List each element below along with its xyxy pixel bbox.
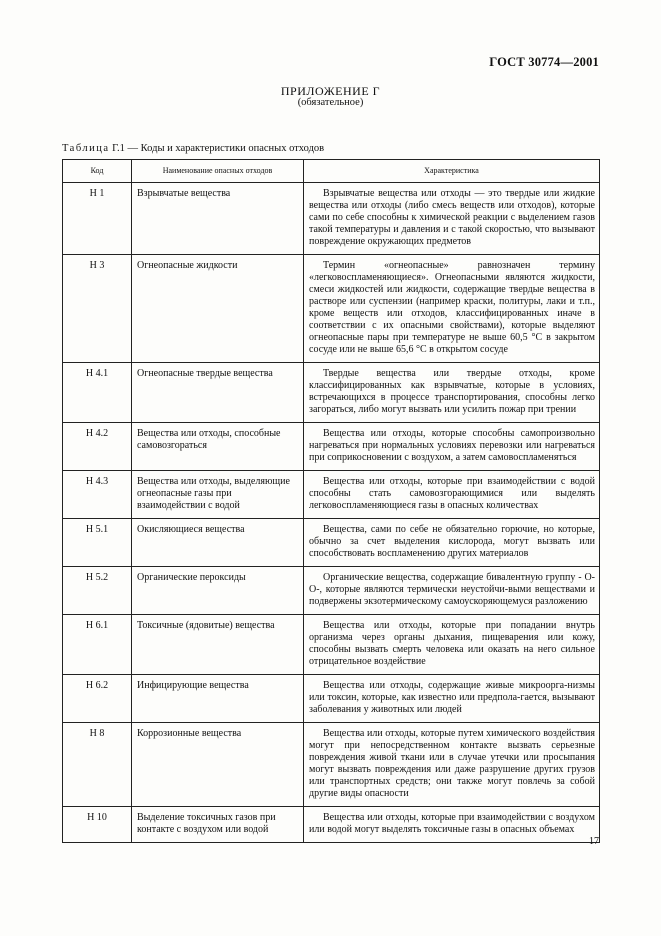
hazard-description: Вещества или отходы, содержащие живые микроорга-низмы или токсин, которые, как известно или предпола-гается, вызывают заболевания у животных или людей	[304, 675, 600, 723]
hazard-name: Огнеопасные жидкости	[132, 255, 304, 363]
table-row	[63, 471, 600, 519]
appendix-title: ПРИЛОЖЕНИЕ Г	[280, 84, 381, 98]
hazard-description: Взрывчатые вещества или отходы — это твердые или жидкие вещества или отходы (либо смесь веществ или отходов), которые сами по себе способны к химической реакции с выделением газов такой температуры и давления и с такой скоростью, что вызывают повреждение окружающих предметов	[304, 183, 600, 255]
table-row	[63, 423, 600, 471]
table-row	[63, 615, 600, 675]
table-row	[63, 255, 600, 363]
hazard-name: Инфицирующие вещества	[132, 675, 304, 723]
hazard-description: Вещества или отходы, которые при взаимодействии с водой способны стать самовозгорающимися или выделять легковоспламеняющиеся газы в опасных количествах	[304, 471, 600, 519]
hazard-code: Н 3	[63, 255, 132, 363]
page-number: 17	[589, 836, 599, 847]
hazard-code: Н 4.2	[63, 423, 132, 471]
table-caption-prefix: Таблица	[62, 143, 110, 154]
table-header-row	[63, 160, 600, 183]
hazard-name: Органические пероксиды	[132, 567, 304, 615]
table-row	[63, 723, 600, 807]
appendix-note: (обязательное)	[297, 97, 364, 108]
hazard-description: Вещества или отходы, которые способны самопроизвольно нагреваться при нормальных условиях перевозки или нагреваться при соприкосновении с воздухом, а затем самовоспламеняться	[304, 423, 600, 471]
column-header-name: Наименование опасных отходов	[132, 160, 304, 183]
table-row	[63, 567, 600, 615]
hazard-code: Н 8	[63, 723, 132, 807]
hazard-codes-table	[62, 159, 600, 843]
hazard-description: Органические вещества, содержащие бивалентную группу - О-О-, которые являются термически неустойчи-выми веществами и подвержены экзотермическому самоускоряющемуся разложению	[304, 567, 600, 615]
table-caption-text: Г.1 — Коды и характеристики опасных отходов	[109, 143, 325, 154]
table-row	[63, 183, 600, 255]
hazard-name: Огнеопасные твердые вещества	[132, 363, 304, 423]
hazard-description: Вещества или отходы, которые путем химического воздействия могут при непосредственном контакте вызвать серьезные повреждения живой ткани или в случае утечки или просыпания могут вызвать повреждения или даже разрушение других грузов или транспортных средств; они также могут повлечь за собой другие виды опасности	[304, 723, 600, 807]
table-row	[63, 363, 600, 423]
hazard-code: Н 4.3	[63, 471, 132, 519]
hazard-description: Вещества или отходы, которые при попадании внутрь организма через органы дыхания, пищеварения или кожу, способны вызвать смерть человека или оказать на него сильное отрицательное воздействие	[304, 615, 600, 675]
hazard-code: Н 5.2	[63, 567, 132, 615]
hazard-description: Вещества, сами по себе не обязательно горючие, но которые, обычно за счет выделения кислорода, могут вызвать или способствовать воспламенению других материалов	[304, 519, 600, 567]
column-header-code: Код	[63, 160, 132, 183]
hazard-code: Н 4.1	[63, 363, 132, 423]
hazard-code: Н 10	[63, 807, 132, 843]
column-header-description: Характеристика	[304, 160, 600, 183]
hazard-name: Вещества или отходы, способные самовозгораться	[132, 423, 304, 471]
hazard-name: Токсичные (ядовитые) вещества	[132, 615, 304, 675]
table-row	[63, 807, 600, 843]
table-caption	[62, 143, 324, 154]
hazard-code: Н 6.1	[63, 615, 132, 675]
hazard-code: Н 1	[63, 183, 132, 255]
hazard-description: Твердые вещества или твердые отходы, кроме классифицированных как взрывчатые, которые в условиях, встречающихся в процессе транспортирования, способны легко загораться, либо могут вызвать или усилить пожар при трении	[304, 363, 600, 423]
table-row	[63, 519, 600, 567]
hazard-description: Вещества или отходы, которые при взаимодействии с воздухом или водой могут выделять токсичные газы в опасных объемах	[304, 807, 600, 843]
hazard-code: Н 5.1	[63, 519, 132, 567]
hazard-name: Вещества или отходы, выделяющие огнеопасные газы при взаимодействии с водой	[132, 471, 304, 519]
hazard-name: Выделение токсичных газов при контакте с воздухом или водой	[132, 807, 304, 843]
standard-code: ГОСТ 30774—2001	[489, 55, 599, 69]
hazard-description: Термин «огнеопасные» равнозначен термину «легковоспламеняющиеся». Огнеопасными являются жидкости, смеси жидкостей или жидкости, содержащие твердые вещества в растворе или суспензии (например краски, политуры, лаки и т.п., кроме веществ или отходов, классифицированных иначе в соответствии с их опасными свойствами), которые выделяют огнеопасные пары при температуре не выше 60,5 °С в закрытом сосуде или не выше 65,6 °С в открытом сосуде	[304, 255, 600, 363]
hazard-name: Коррозионные вещества	[132, 723, 304, 807]
table-row	[63, 675, 600, 723]
hazard-name: Взрывчатые вещества	[132, 183, 304, 255]
hazard-name: Окисляющиеся вещества	[132, 519, 304, 567]
hazard-code: Н 6.2	[63, 675, 132, 723]
